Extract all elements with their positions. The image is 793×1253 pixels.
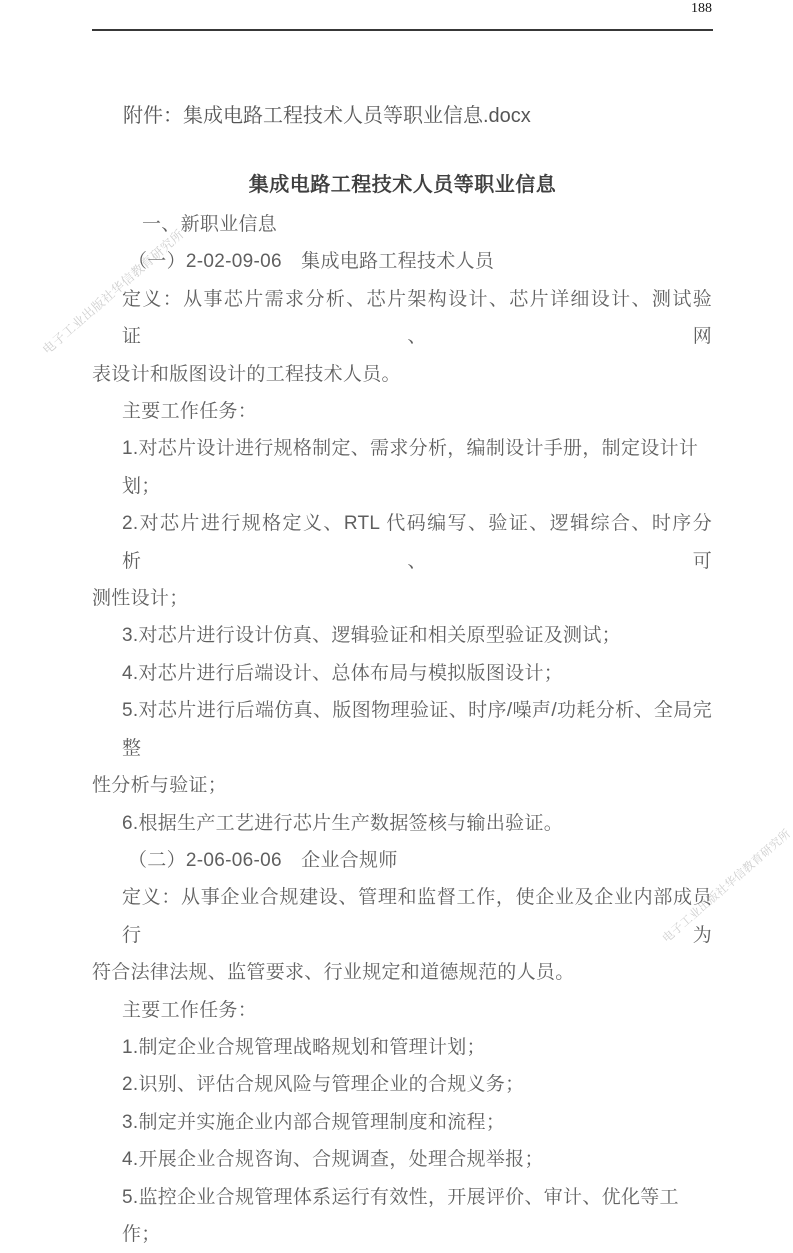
text-line: 定义：从事芯片需求分析、芯片架构设计、芯片详细设计、测试验证、网 xyxy=(122,288,712,348)
text-line: 6.根据生产工艺进行芯片生产数据签核与输出验证。 xyxy=(122,812,564,834)
text-line: 3.制定并实施企业内部合规管理制度和流程； xyxy=(122,1111,506,1133)
watermark-bottom-right: 电子工业出版社华信教育研究所 xyxy=(660,827,793,946)
document-body xyxy=(92,206,712,1253)
text-line: 1.对芯片设计进行规格制定、需求分析，编制设计手册，制定设计计划； xyxy=(122,438,699,497)
text-line: 3.对芯片进行设计仿真、逻辑验证和相关原型验证及测试； xyxy=(122,625,621,647)
header-rule xyxy=(92,29,713,31)
text-line: 符合法律法规、监管要求、行业规定和道德规范的人员。 xyxy=(92,962,575,984)
attachment-line: 附件：集成电路工程技术人员等职业信息.docx xyxy=(123,105,531,127)
text-line: 2.对芯片进行规格定义、RTL 代码编写、验证、逻辑综合、时序分析、可 xyxy=(122,513,712,572)
page-number: 188 xyxy=(691,1,712,16)
text-line: 主要工作任务： xyxy=(122,999,258,1021)
text-line: 5.对芯片进行后端仿真、版图物理验证、时序/噪声/功耗分析、全局完整 xyxy=(122,700,712,759)
text-line: 4.对芯片进行后端设计、总体布局与模拟版图设计； xyxy=(122,662,564,684)
text-line: 定义：从事企业合规建设、管理和监督工作，使企业及企业内部成员行为 xyxy=(122,887,712,946)
watermark-top-left: 电子工业出版社华信教育研究所 xyxy=(40,227,187,358)
document-title: 集成电路工程技术人员等职业信息 xyxy=(248,174,557,196)
text-line: 表设计和版图设计的工程技术人员。 xyxy=(92,363,401,385)
text-line: 4.开展企业合规咨询、合规调查，处理合规举报； xyxy=(122,1149,544,1171)
text-line: 2.识别、评估合规风险与管理企业的合规义务； xyxy=(122,1074,525,1096)
text-line: （二）2-06-06-06 企业合规师 xyxy=(128,849,398,871)
text-line: 5.监控企业合规管理体系运行有效性，开展评价、审计、优化等工作； xyxy=(122,1186,679,1245)
text-line: 1.制定企业合规管理战略规划和管理计划； xyxy=(122,1036,486,1058)
text-line: 主要工作任务： xyxy=(122,401,258,423)
text-line: 测性设计； xyxy=(92,588,189,610)
text-line: （一）2-02-09-06 集成电路工程技术人员 xyxy=(128,251,495,273)
text-line: 性分析与验证； xyxy=(92,775,228,797)
text-line: 一、新职业信息 xyxy=(142,214,278,235)
